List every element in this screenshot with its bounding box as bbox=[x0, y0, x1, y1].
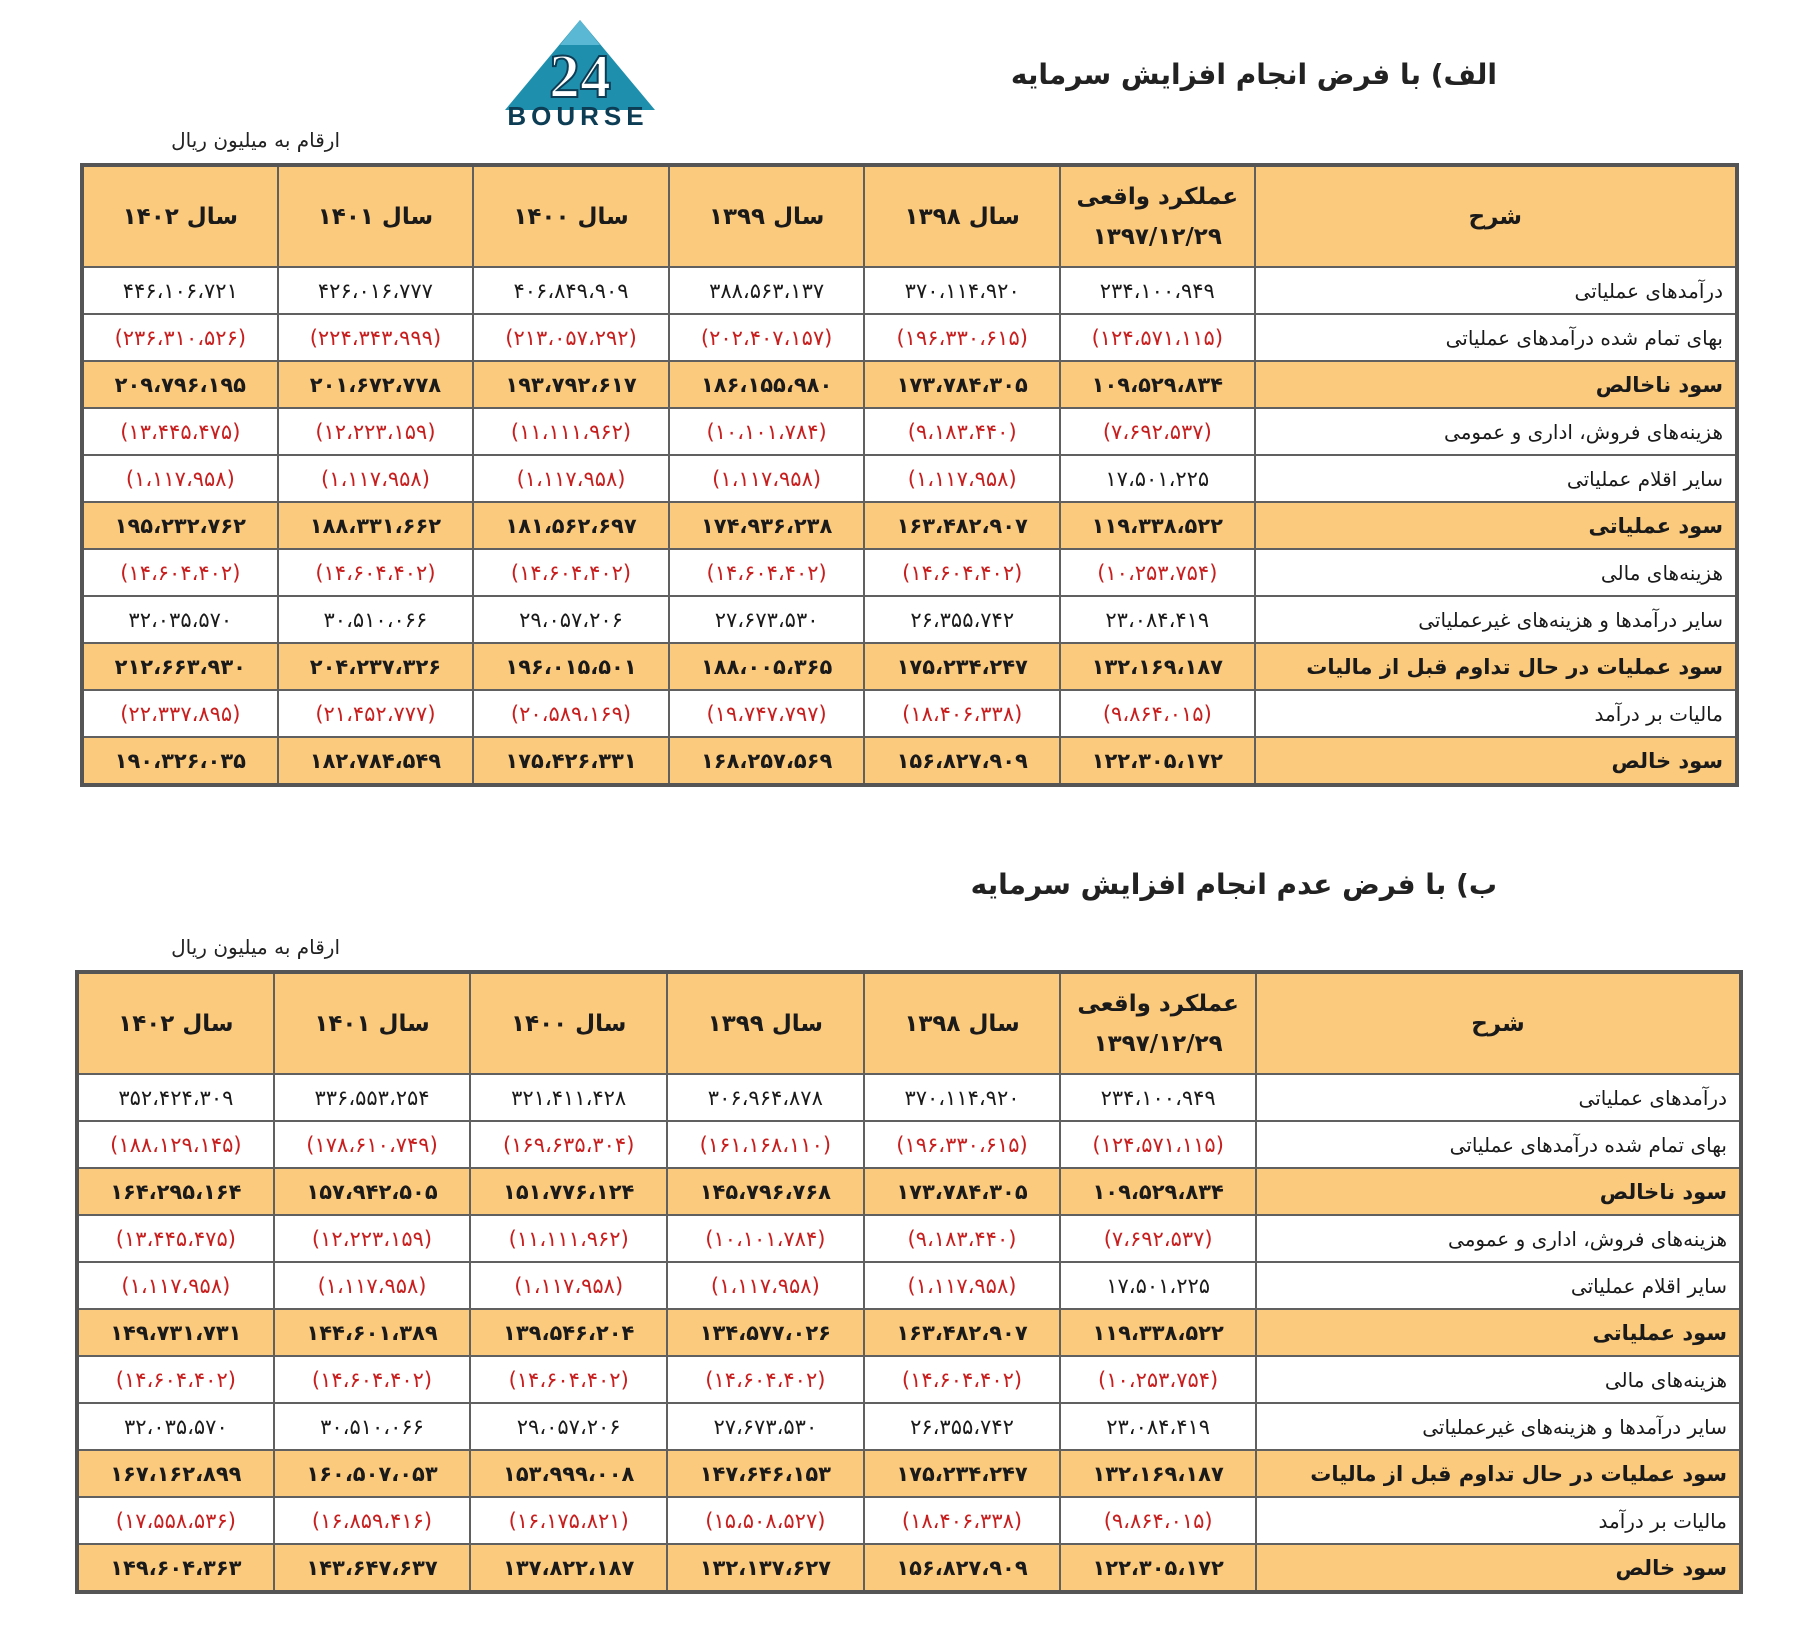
value-cell: ۱۴۷،۶۴۶،۱۵۳ bbox=[667, 1450, 864, 1497]
table-row bbox=[77, 1356, 1741, 1403]
value-cell: ۲۶،۳۵۵،۷۴۲ bbox=[864, 1403, 1061, 1450]
value-cell: ۱۹۵،۲۳۲،۷۶۲ bbox=[82, 502, 278, 549]
value-cell: (۱۳،۴۴۵،۴۷۵) bbox=[77, 1215, 274, 1262]
bourse24-logo bbox=[470, 15, 685, 150]
header-year: سال ۱۴۰۲ bbox=[82, 165, 278, 267]
value-cell: ۱۷۵،۲۳۴،۲۴۷ bbox=[864, 643, 1060, 690]
value-cell: ۲۰۹،۷۹۶،۱۹۵ bbox=[82, 361, 278, 408]
row-label: سایر درآمدها و هزینه‌های غیرعملیاتی bbox=[1256, 1403, 1741, 1450]
value-cell: ۱۸۸،۰۰۵،۳۶۵ bbox=[669, 643, 865, 690]
value-cell: ۳۰،۵۱۰،۰۶۶ bbox=[278, 596, 474, 643]
table-row bbox=[77, 1074, 1741, 1121]
table-row bbox=[77, 1215, 1741, 1262]
header-description: شرح bbox=[1255, 165, 1737, 267]
value-cell: ۱۳۷،۸۲۲،۱۸۷ bbox=[470, 1544, 667, 1592]
value-cell: (۱۴،۶۰۴،۴۰۲) bbox=[278, 549, 474, 596]
header-year: سال ۱۴۰۰ bbox=[470, 972, 667, 1074]
value-cell: (۲۱،۴۵۲،۷۷۷) bbox=[278, 690, 474, 737]
value-cell: (۱۴،۶۰۴،۴۰۲) bbox=[864, 1356, 1061, 1403]
header-actual-date: ۱۳۹۷/۱۲/۲۹ bbox=[1093, 1030, 1223, 1057]
value-cell: ۱۵۷،۹۴۲،۵۰۵ bbox=[274, 1168, 471, 1215]
table-row bbox=[77, 1403, 1741, 1450]
value-cell: ۱۷۳،۷۸۴،۳۰۵ bbox=[864, 1168, 1061, 1215]
value-cell: (۱،۱۱۷،۹۵۸) bbox=[473, 455, 669, 502]
value-cell: ۱۷۵،۲۳۴،۲۴۷ bbox=[864, 1450, 1061, 1497]
table-with-capital-increase bbox=[80, 163, 1739, 787]
value-cell: (۱،۱۱۷،۹۵۸) bbox=[82, 455, 278, 502]
value-cell: (۱۶۱،۱۶۸،۱۱۰) bbox=[667, 1121, 864, 1168]
table-row bbox=[77, 1121, 1741, 1168]
value-cell: (۹،۱۸۳،۴۴۰) bbox=[864, 1215, 1061, 1262]
value-cell: ۱۴۹،۶۰۴،۳۶۳ bbox=[77, 1544, 274, 1592]
row-label: مالیات بر درآمد bbox=[1255, 690, 1737, 737]
header-year: سال ۱۴۰۲ bbox=[77, 972, 274, 1074]
value-cell: ۴۴۶،۱۰۶،۷۲۱ bbox=[82, 267, 278, 314]
value-cell: ۳۲،۰۳۵،۵۷۰ bbox=[77, 1403, 274, 1450]
value-cell: (۱۴،۶۰۴،۴۰۲) bbox=[82, 549, 278, 596]
value-cell: ۱۶۰،۵۰۷،۰۵۳ bbox=[274, 1450, 471, 1497]
header-year: سال ۱۴۰۱ bbox=[274, 972, 471, 1074]
row-label: هزینه‌های فروش، اداری و عمومی bbox=[1255, 408, 1737, 455]
value-cell: (۱۶،۱۷۵،۸۲۱) bbox=[470, 1497, 667, 1544]
value-cell: (۱۲،۲۲۳،۱۵۹) bbox=[278, 408, 474, 455]
value-cell: (۷،۶۹۲،۵۳۷) bbox=[1060, 408, 1255, 455]
value-cell: (۲۲۴،۳۴۳،۹۹۹) bbox=[278, 314, 474, 361]
value-cell: ۱۴۹،۷۳۱،۷۳۱ bbox=[77, 1309, 274, 1356]
value-cell: ۱۵۱،۷۷۶،۱۲۴ bbox=[470, 1168, 667, 1215]
value-cell: ۳۲۱،۴۱۱،۴۲۸ bbox=[470, 1074, 667, 1121]
logo-numeral: 24 bbox=[549, 43, 611, 111]
value-cell: ۱۶۴،۲۹۵،۱۶۴ bbox=[77, 1168, 274, 1215]
value-cell: ۱۳۴،۵۷۷،۰۲۶ bbox=[667, 1309, 864, 1356]
row-label: درآمدهای عملیاتی bbox=[1256, 1074, 1741, 1121]
table-row bbox=[82, 737, 1737, 785]
value-cell: (۲۱۳،۰۵۷،۲۹۲) bbox=[473, 314, 669, 361]
value-cell: ۱۸۱،۵۶۲،۶۹۷ bbox=[473, 502, 669, 549]
table-row bbox=[82, 690, 1737, 737]
table-row bbox=[77, 1497, 1741, 1544]
table-row bbox=[77, 1544, 1741, 1592]
row-label: سود عملیاتی bbox=[1255, 502, 1737, 549]
value-cell: (۱۳،۴۴۵،۴۷۵) bbox=[82, 408, 278, 455]
table-row bbox=[77, 1309, 1741, 1356]
header-year: سال ۱۳۹۹ bbox=[667, 972, 864, 1074]
row-label: سود عملیاتی bbox=[1256, 1309, 1741, 1356]
value-cell: ۲۳،۰۸۴،۴۱۹ bbox=[1060, 1403, 1256, 1450]
value-cell: (۱۸،۴۰۶،۳۳۸) bbox=[864, 690, 1060, 737]
table-row bbox=[82, 408, 1737, 455]
value-cell: (۱،۱۱۷،۹۵۸) bbox=[667, 1262, 864, 1309]
value-cell: ۱۴۴،۶۰۱،۳۸۹ bbox=[274, 1309, 471, 1356]
header-actual-label: عملکرد واقعی bbox=[1077, 990, 1239, 1017]
value-cell: ۲۷،۶۷۳،۵۳۰ bbox=[667, 1403, 864, 1450]
row-label: سود عملیات در حال تداوم قبل از مالیات bbox=[1256, 1450, 1741, 1497]
value-cell: ۳۷۰،۱۱۴،۹۲۰ bbox=[864, 1074, 1061, 1121]
value-cell: (۱۹،۷۴۷،۷۹۷) bbox=[669, 690, 865, 737]
section-b-units: ارقام به میلیون ریال bbox=[171, 935, 340, 959]
table-row bbox=[82, 267, 1737, 314]
header-year: سال ۱۳۹۸ bbox=[864, 165, 1060, 267]
value-cell: ۲۳،۰۸۴،۴۱۹ bbox=[1060, 596, 1255, 643]
table-row bbox=[77, 1262, 1741, 1309]
value-cell: (۲۰،۵۸۹،۱۶۹) bbox=[473, 690, 669, 737]
row-label: بهای تمام شده درآمدهای عملیاتی bbox=[1255, 314, 1737, 361]
value-cell: ۱۷۳،۷۸۴،۳۰۵ bbox=[864, 361, 1060, 408]
value-cell: (۱،۱۱۷،۹۵۸) bbox=[864, 455, 1060, 502]
value-cell: ۳۳۶،۵۵۳،۲۵۴ bbox=[274, 1074, 471, 1121]
value-cell: ۲۰۱،۶۷۲،۷۷۸ bbox=[278, 361, 474, 408]
row-label: سایر اقلام عملیاتی bbox=[1255, 455, 1737, 502]
value-cell: ۲۰۴،۲۳۷،۳۲۶ bbox=[278, 643, 474, 690]
value-cell: (۱۸،۴۰۶،۳۳۸) bbox=[864, 1497, 1061, 1544]
value-cell: ۱۰۹،۵۲۹،۸۳۴ bbox=[1060, 361, 1255, 408]
table-row bbox=[82, 314, 1737, 361]
header-year: سال ۱۴۰۱ bbox=[278, 165, 474, 267]
value-cell: (۱۴،۶۰۴،۴۰۲) bbox=[667, 1356, 864, 1403]
value-cell: (۱،۱۱۷،۹۵۸) bbox=[274, 1262, 471, 1309]
value-cell: (۱۱،۱۱۱،۹۶۲) bbox=[470, 1215, 667, 1262]
row-label: سود عملیات در حال تداوم قبل از مالیات bbox=[1255, 643, 1737, 690]
header-actual-label: عملکرد واقعی bbox=[1076, 183, 1239, 210]
value-cell: (۱۷۸،۶۱۰،۷۴۹) bbox=[274, 1121, 471, 1168]
row-label: هزینه‌های فروش، اداری و عمومی bbox=[1256, 1215, 1741, 1262]
value-cell: (۱۸۸،۱۲۹،۱۴۵) bbox=[77, 1121, 274, 1168]
table-row bbox=[82, 596, 1737, 643]
value-cell: (۱۹۶،۳۳۰،۶۱۵) bbox=[864, 1121, 1061, 1168]
value-cell: ۳۰،۵۱۰،۰۶۶ bbox=[274, 1403, 471, 1450]
value-cell: ۲۳۴،۱۰۰،۹۴۹ bbox=[1060, 267, 1255, 314]
row-label: سود خالص bbox=[1255, 737, 1737, 785]
value-cell: ۱۸۶،۱۵۵،۹۸۰ bbox=[669, 361, 865, 408]
value-cell: (۱۰،۱۰۱،۷۸۴) bbox=[669, 408, 865, 455]
header-description: شرح bbox=[1256, 972, 1741, 1074]
header-row bbox=[77, 972, 1741, 1074]
value-cell: (۹،۸۶۴،۰۱۵) bbox=[1060, 690, 1255, 737]
value-cell: ۱۹۰،۳۲۶،۰۳۵ bbox=[82, 737, 278, 785]
header-actual-date: ۱۳۹۷/۱۲/۲۹ bbox=[1092, 223, 1222, 250]
value-cell: ۲۹،۰۵۷،۲۰۶ bbox=[473, 596, 669, 643]
value-cell: ۱۵۶،۸۲۷،۹۰۹ bbox=[864, 737, 1060, 785]
value-cell: (۱،۱۱۷،۹۵۸) bbox=[470, 1262, 667, 1309]
value-cell: ۳۰۶،۹۶۴،۸۷۸ bbox=[667, 1074, 864, 1121]
value-cell: ۲۶،۳۵۵،۷۴۲ bbox=[864, 596, 1060, 643]
row-label: مالیات بر درآمد bbox=[1256, 1497, 1741, 1544]
value-cell: (۱۶،۸۵۹،۴۱۶) bbox=[274, 1497, 471, 1544]
value-cell: ۱۲۲،۳۰۵،۱۷۲ bbox=[1060, 737, 1255, 785]
header-actual-performance bbox=[1060, 972, 1256, 1074]
table-row bbox=[82, 455, 1737, 502]
value-cell: (۲۳۶،۳۱۰،۵۲۶) bbox=[82, 314, 278, 361]
value-cell: ۱۳۲،۱۶۹،۱۸۷ bbox=[1060, 1450, 1256, 1497]
value-cell: (۱،۱۱۷،۹۵۸) bbox=[77, 1262, 274, 1309]
value-cell: (۱۰،۲۵۳،۷۵۴) bbox=[1060, 549, 1255, 596]
value-cell: ۳۷۰،۱۱۴،۹۲۰ bbox=[864, 267, 1060, 314]
value-cell: ۲۷،۶۷۳،۵۳۰ bbox=[669, 596, 865, 643]
value-cell: ۲۹،۰۵۷،۲۰۶ bbox=[470, 1403, 667, 1450]
value-cell: (۲۰۲،۴۰۷،۱۵۷) bbox=[669, 314, 865, 361]
value-cell: (۱۱،۱۱۱،۹۶۲) bbox=[473, 408, 669, 455]
value-cell: ۱۷،۵۰۱،۲۲۵ bbox=[1060, 455, 1255, 502]
table-row bbox=[77, 1450, 1741, 1497]
table-without-capital-increase bbox=[75, 970, 1743, 1594]
value-cell: (۱۲۴،۵۷۱،۱۱۵) bbox=[1060, 314, 1255, 361]
value-cell: ۱۱۹،۳۳۸،۵۲۲ bbox=[1060, 1309, 1256, 1356]
table-row bbox=[77, 1168, 1741, 1215]
value-cell: ۴۰۶،۸۴۹،۹۰۹ bbox=[473, 267, 669, 314]
value-cell: (۱۴،۶۰۴،۴۰۲) bbox=[274, 1356, 471, 1403]
row-label: هزینه‌های مالی bbox=[1256, 1356, 1741, 1403]
value-cell: ۳۸۸،۵۶۳،۱۳۷ bbox=[669, 267, 865, 314]
value-cell: (۱۹۶،۳۳۰،۶۱۵) bbox=[864, 314, 1060, 361]
table-row bbox=[82, 643, 1737, 690]
value-cell: ۱۲۲،۳۰۵،۱۷۲ bbox=[1060, 1544, 1256, 1592]
header-year: سال ۱۳۹۸ bbox=[864, 972, 1061, 1074]
value-cell: ۱۷،۵۰۱،۲۲۵ bbox=[1060, 1262, 1256, 1309]
value-cell: (۹،۱۸۳،۴۴۰) bbox=[864, 408, 1060, 455]
value-cell: ۱۹۳،۷۹۲،۶۱۷ bbox=[473, 361, 669, 408]
section-a-units: ارقام به میلیون ریال bbox=[171, 128, 340, 152]
value-cell: (۱،۱۱۷،۹۵۸) bbox=[278, 455, 474, 502]
header-actual-performance bbox=[1060, 165, 1255, 267]
value-cell: (۱،۱۱۷،۹۵۸) bbox=[864, 1262, 1061, 1309]
value-cell: (۱۰،۲۵۳،۷۵۴) bbox=[1060, 1356, 1256, 1403]
value-cell: (۱۷،۵۵۸،۵۳۶) bbox=[77, 1497, 274, 1544]
value-cell: (۱۶۹،۶۳۵،۳۰۴) bbox=[470, 1121, 667, 1168]
value-cell: (۱۲۴،۵۷۱،۱۱۵) bbox=[1060, 1121, 1256, 1168]
value-cell: (۱۴،۶۰۴،۴۰۲) bbox=[77, 1356, 274, 1403]
value-cell: (۱۴،۶۰۴،۴۰۲) bbox=[669, 549, 865, 596]
value-cell: (۱۴،۶۰۴،۴۰۲) bbox=[470, 1356, 667, 1403]
value-cell: (۹،۸۶۴،۰۱۵) bbox=[1060, 1497, 1256, 1544]
value-cell: (۱،۱۱۷،۹۵۸) bbox=[669, 455, 865, 502]
value-cell: ۱۴۵،۷۹۶،۷۶۸ bbox=[667, 1168, 864, 1215]
value-cell: ۳۵۲،۴۲۴،۳۰۹ bbox=[77, 1074, 274, 1121]
header-row bbox=[82, 165, 1737, 267]
value-cell: ۱۹۶،۰۱۵،۵۰۱ bbox=[473, 643, 669, 690]
value-cell: ۱۷۴،۹۳۶،۲۳۸ bbox=[669, 502, 865, 549]
value-cell: ۱۴۳،۶۴۷،۶۳۷ bbox=[274, 1544, 471, 1592]
row-label: بهای تمام شده درآمدهای عملیاتی bbox=[1256, 1121, 1741, 1168]
value-cell: ۲۳۴،۱۰۰،۹۴۹ bbox=[1060, 1074, 1256, 1121]
value-cell: ۱۳۹،۵۴۶،۲۰۴ bbox=[470, 1309, 667, 1356]
row-label: سایر درآمدها و هزینه‌های غیرعملیاتی bbox=[1255, 596, 1737, 643]
row-label: هزینه‌های مالی bbox=[1255, 549, 1737, 596]
value-cell: (۱۵،۵۰۸،۵۲۷) bbox=[667, 1497, 864, 1544]
value-cell: ۱۶۷،۱۶۲،۸۹۹ bbox=[77, 1450, 274, 1497]
row-label: سود ناخالص bbox=[1255, 361, 1737, 408]
logo-word: BOURSE bbox=[507, 101, 649, 130]
value-cell: (۱۴،۶۰۴،۴۰۲) bbox=[864, 549, 1060, 596]
value-cell: (۲۲،۳۳۷،۸۹۵) bbox=[82, 690, 278, 737]
logo-graphic bbox=[470, 15, 685, 130]
value-cell: ۱۳۲،۱۳۷،۶۲۷ bbox=[667, 1544, 864, 1592]
value-cell: ۱۵۶،۸۲۷،۹۰۹ bbox=[864, 1544, 1061, 1592]
row-label: سایر اقلام عملیاتی bbox=[1256, 1262, 1741, 1309]
value-cell: (۱۴،۶۰۴،۴۰۲) bbox=[473, 549, 669, 596]
value-cell: ۳۲،۰۳۵،۵۷۰ bbox=[82, 596, 278, 643]
value-cell: ۱۸۲،۷۸۴،۵۴۹ bbox=[278, 737, 474, 785]
value-cell: (۱۰،۱۰۱،۷۸۴) bbox=[667, 1215, 864, 1262]
value-cell: ۱۸۸،۳۳۱،۶۶۲ bbox=[278, 502, 474, 549]
value-cell: ۱۶۳،۴۸۲،۹۰۷ bbox=[864, 1309, 1061, 1356]
header-year: سال ۱۳۹۹ bbox=[669, 165, 865, 267]
row-label: درآمدهای عملیاتی bbox=[1255, 267, 1737, 314]
section-a-title: الف) با فرض انجام افزایش سرمایه bbox=[1010, 58, 1497, 91]
value-cell: ۱۵۳،۹۹۹،۰۰۸ bbox=[470, 1450, 667, 1497]
value-cell: (۱۲،۲۲۳،۱۵۹) bbox=[274, 1215, 471, 1262]
value-cell: ۴۲۶،۰۱۶،۷۷۷ bbox=[278, 267, 474, 314]
value-cell: ۱۳۲،۱۶۹،۱۸۷ bbox=[1060, 643, 1255, 690]
value-cell: (۷،۶۹۲،۵۳۷) bbox=[1060, 1215, 1256, 1262]
value-cell: ۱۱۹،۳۳۸،۵۲۲ bbox=[1060, 502, 1255, 549]
row-label: سود ناخالص bbox=[1256, 1168, 1741, 1215]
value-cell: ۱۶۸،۲۵۷،۵۶۹ bbox=[669, 737, 865, 785]
table-row bbox=[82, 549, 1737, 596]
row-label: سود خالص bbox=[1256, 1544, 1741, 1592]
table-row bbox=[82, 361, 1737, 408]
table-row bbox=[82, 502, 1737, 549]
value-cell: ۱۷۵،۴۲۶،۳۳۱ bbox=[473, 737, 669, 785]
header-year: سال ۱۴۰۰ bbox=[473, 165, 669, 267]
value-cell: ۲۱۲،۶۶۳،۹۳۰ bbox=[82, 643, 278, 690]
section-b-title: ب) با فرض عدم انجام افزایش سرمایه bbox=[970, 868, 1497, 901]
value-cell: ۱۰۹،۵۲۹،۸۳۴ bbox=[1060, 1168, 1256, 1215]
value-cell: ۱۶۳،۴۸۲،۹۰۷ bbox=[864, 502, 1060, 549]
